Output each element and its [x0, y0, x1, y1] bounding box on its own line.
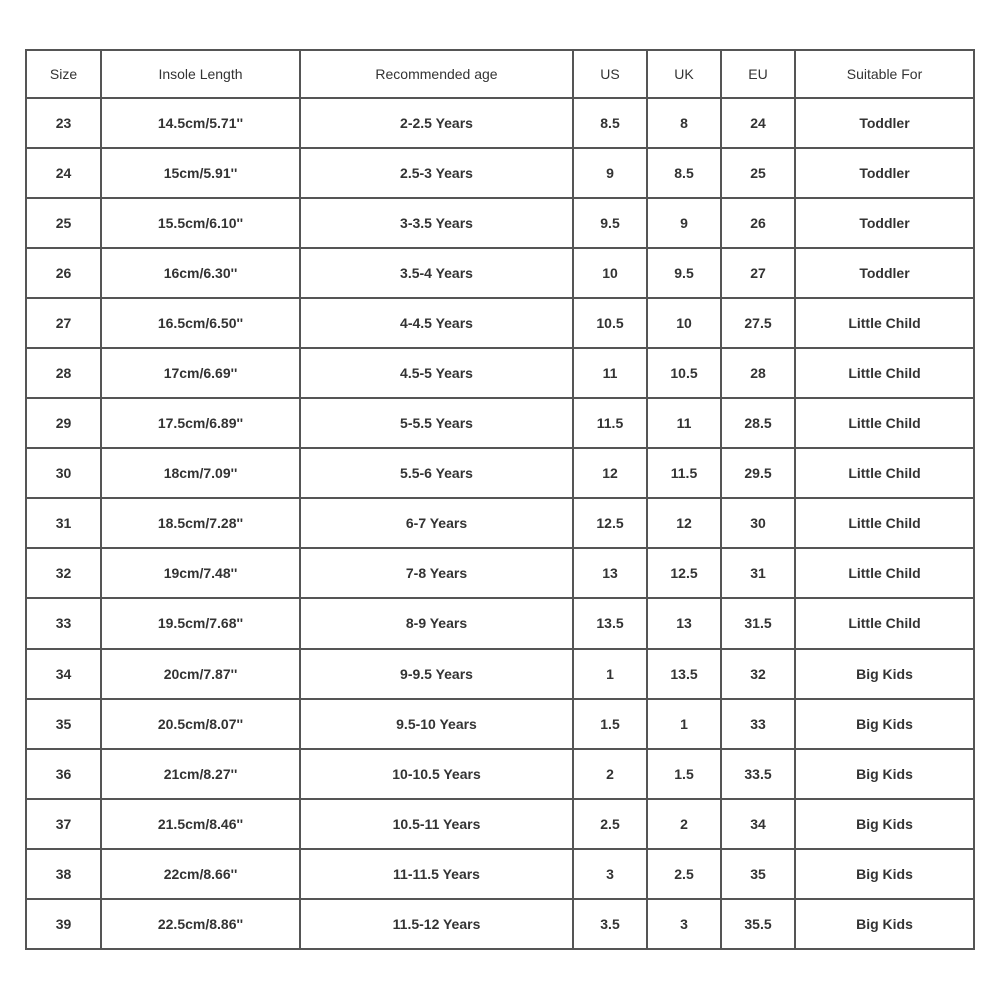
- cell-eu: 24: [721, 98, 795, 148]
- table-row: [26, 699, 974, 749]
- cell-insole-length: 19.5cm/7.68'': [101, 598, 300, 648]
- cell-size: 35: [26, 699, 101, 749]
- cell-suitable-for: Little Child: [795, 548, 974, 598]
- cell-us: 3.5: [573, 899, 647, 949]
- cell-recommended-age: 10-10.5 Years: [300, 749, 573, 799]
- cell-uk: 1: [647, 699, 721, 749]
- column-header-us: US: [573, 50, 647, 98]
- cell-us: 13: [573, 548, 647, 598]
- cell-us: 9.5: [573, 198, 647, 248]
- column-header-suitable-for: Suitable For: [795, 50, 974, 98]
- cell-uk: 8: [647, 98, 721, 148]
- table-row: [26, 649, 974, 699]
- cell-size: 37: [26, 799, 101, 849]
- cell-size: 32: [26, 548, 101, 598]
- cell-recommended-age: 6-7 Years: [300, 498, 573, 548]
- table-row: [26, 298, 974, 348]
- cell-eu: 28: [721, 348, 795, 398]
- cell-recommended-age: 11-11.5 Years: [300, 849, 573, 899]
- table-row: [26, 749, 974, 799]
- cell-us: 10.5: [573, 298, 647, 348]
- cell-uk: 2.5: [647, 849, 721, 899]
- table-row: [26, 548, 974, 598]
- cell-uk: 13: [647, 598, 721, 648]
- cell-us: 3: [573, 849, 647, 899]
- cell-recommended-age: 9.5-10 Years: [300, 699, 573, 749]
- cell-recommended-age: 4-4.5 Years: [300, 298, 573, 348]
- table-body: [26, 98, 974, 949]
- column-header-insole-length: Insole Length: [101, 50, 300, 98]
- cell-eu: 35.5: [721, 899, 795, 949]
- cell-recommended-age: 3-3.5 Years: [300, 198, 573, 248]
- cell-recommended-age: 2-2.5 Years: [300, 98, 573, 148]
- cell-eu: 34: [721, 799, 795, 849]
- cell-us: 2: [573, 749, 647, 799]
- column-header-size: Size: [26, 50, 101, 98]
- header-row: [26, 50, 974, 98]
- cell-recommended-age: 8-9 Years: [300, 598, 573, 648]
- cell-us: 1: [573, 649, 647, 699]
- table-header: [26, 50, 974, 98]
- cell-recommended-age: 11.5-12 Years: [300, 899, 573, 949]
- cell-suitable-for: Toddler: [795, 98, 974, 148]
- cell-size: 36: [26, 749, 101, 799]
- cell-us: 2.5: [573, 799, 647, 849]
- cell-suitable-for: Little Child: [795, 298, 974, 348]
- cell-us: 13.5: [573, 598, 647, 648]
- table-row: [26, 148, 974, 198]
- cell-size: 24: [26, 148, 101, 198]
- cell-recommended-age: 3.5-4 Years: [300, 248, 573, 298]
- cell-insole-length: 22.5cm/8.86'': [101, 899, 300, 949]
- cell-uk: 2: [647, 799, 721, 849]
- cell-recommended-age: 5-5.5 Years: [300, 398, 573, 448]
- cell-uk: 10: [647, 298, 721, 348]
- cell-uk: 11: [647, 398, 721, 448]
- cell-us: 12.5: [573, 498, 647, 548]
- cell-insole-length: 18.5cm/7.28'': [101, 498, 300, 548]
- cell-size: 23: [26, 98, 101, 148]
- cell-suitable-for: Toddler: [795, 148, 974, 198]
- column-header-eu: EU: [721, 50, 795, 98]
- cell-size: 33: [26, 598, 101, 648]
- cell-suitable-for: Toddler: [795, 198, 974, 248]
- cell-size: 29: [26, 398, 101, 448]
- cell-recommended-age: 4.5-5 Years: [300, 348, 573, 398]
- cell-eu: 25: [721, 148, 795, 198]
- cell-suitable-for: Big Kids: [795, 799, 974, 849]
- cell-suitable-for: Toddler: [795, 248, 974, 298]
- table-row: [26, 348, 974, 398]
- cell-insole-length: 20.5cm/8.07'': [101, 699, 300, 749]
- cell-recommended-age: 2.5-3 Years: [300, 148, 573, 198]
- cell-uk: 12: [647, 498, 721, 548]
- cell-uk: 9.5: [647, 248, 721, 298]
- cell-size: 26: [26, 248, 101, 298]
- cell-size: 39: [26, 899, 101, 949]
- cell-us: 11.5: [573, 398, 647, 448]
- cell-insole-length: 18cm/7.09'': [101, 448, 300, 498]
- cell-eu: 33.5: [721, 749, 795, 799]
- cell-suitable-for: Little Child: [795, 398, 974, 448]
- cell-insole-length: 21.5cm/8.46'': [101, 799, 300, 849]
- cell-insole-length: 15cm/5.91'': [101, 148, 300, 198]
- cell-uk: 11.5: [647, 448, 721, 498]
- table-row: [26, 248, 974, 298]
- cell-uk: 1.5: [647, 749, 721, 799]
- cell-uk: 12.5: [647, 548, 721, 598]
- cell-insole-length: 17cm/6.69'': [101, 348, 300, 398]
- cell-suitable-for: Big Kids: [795, 749, 974, 799]
- cell-size: 30: [26, 448, 101, 498]
- cell-eu: 33: [721, 699, 795, 749]
- cell-us: 12: [573, 448, 647, 498]
- cell-us: 9: [573, 148, 647, 198]
- cell-uk: 10.5: [647, 348, 721, 398]
- table-row: [26, 398, 974, 448]
- table-row: [26, 498, 974, 548]
- cell-insole-length: 22cm/8.66'': [101, 849, 300, 899]
- cell-eu: 27: [721, 248, 795, 298]
- cell-eu: 31.5: [721, 598, 795, 648]
- table-row: [26, 198, 974, 248]
- cell-insole-length: 15.5cm/6.10'': [101, 198, 300, 248]
- cell-size: 31: [26, 498, 101, 548]
- table-row: [26, 448, 974, 498]
- column-header-recommended-age: Recommended age: [300, 50, 573, 98]
- cell-eu: 28.5: [721, 398, 795, 448]
- cell-eu: 32: [721, 649, 795, 699]
- cell-recommended-age: 5.5-6 Years: [300, 448, 573, 498]
- cell-us: 8.5: [573, 98, 647, 148]
- table-row: [26, 598, 974, 648]
- cell-suitable-for: Big Kids: [795, 699, 974, 749]
- cell-recommended-age: 9-9.5 Years: [300, 649, 573, 699]
- cell-insole-length: 17.5cm/6.89'': [101, 398, 300, 448]
- cell-us: 11: [573, 348, 647, 398]
- cell-uk: 3: [647, 899, 721, 949]
- cell-eu: 29.5: [721, 448, 795, 498]
- cell-recommended-age: 10.5-11 Years: [300, 799, 573, 849]
- table-row: [26, 849, 974, 899]
- cell-suitable-for: Little Child: [795, 448, 974, 498]
- cell-size: 28: [26, 348, 101, 398]
- cell-size: 38: [26, 849, 101, 899]
- cell-eu: 26: [721, 198, 795, 248]
- cell-suitable-for: Little Child: [795, 598, 974, 648]
- table-row: [26, 98, 974, 148]
- table-row: [26, 799, 974, 849]
- cell-suitable-for: Little Child: [795, 498, 974, 548]
- cell-insole-length: 20cm/7.87'': [101, 649, 300, 699]
- cell-suitable-for: Big Kids: [795, 899, 974, 949]
- cell-uk: 13.5: [647, 649, 721, 699]
- size-chart-table: [25, 49, 975, 950]
- table-row: [26, 899, 974, 949]
- cell-suitable-for: Big Kids: [795, 649, 974, 699]
- cell-uk: 8.5: [647, 148, 721, 198]
- cell-insole-length: 16cm/6.30'': [101, 248, 300, 298]
- cell-us: 1.5: [573, 699, 647, 749]
- cell-uk: 9: [647, 198, 721, 248]
- cell-insole-length: 19cm/7.48'': [101, 548, 300, 598]
- cell-suitable-for: Little Child: [795, 348, 974, 398]
- cell-insole-length: 16.5cm/6.50'': [101, 298, 300, 348]
- column-header-uk: UK: [647, 50, 721, 98]
- cell-insole-length: 21cm/8.27'': [101, 749, 300, 799]
- cell-eu: 27.5: [721, 298, 795, 348]
- cell-eu: 31: [721, 548, 795, 598]
- cell-recommended-age: 7-8 Years: [300, 548, 573, 598]
- cell-suitable-for: Big Kids: [795, 849, 974, 899]
- cell-size: 25: [26, 198, 101, 248]
- cell-size: 34: [26, 649, 101, 699]
- cell-insole-length: 14.5cm/5.71'': [101, 98, 300, 148]
- cell-eu: 35: [721, 849, 795, 899]
- cell-eu: 30: [721, 498, 795, 548]
- cell-us: 10: [573, 248, 647, 298]
- cell-size: 27: [26, 298, 101, 348]
